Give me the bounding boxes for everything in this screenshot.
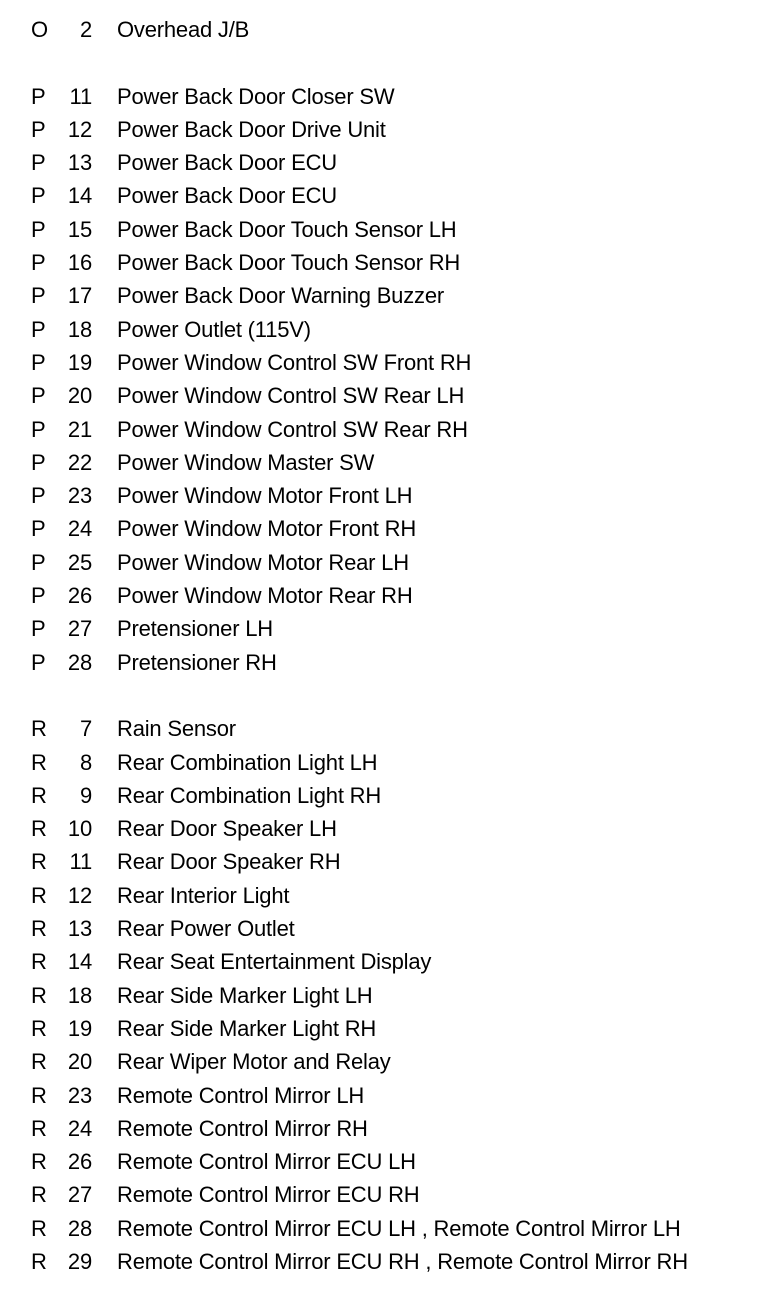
connector-name: Power Outlet (115V) — [117, 316, 311, 342]
connector-letter: R — [31, 949, 47, 975]
connector-letter: P — [31, 483, 46, 509]
connector-name: Remote Control Mirror ECU LH — [117, 1149, 416, 1175]
connector-name: Power Back Door Touch Sensor LH — [117, 216, 457, 242]
connector-number: 24 — [67, 1115, 92, 1141]
connector-number: 10 — [67, 816, 92, 842]
connector-name: Power Back Door Drive Unit — [117, 116, 386, 142]
connector-number: 27 — [67, 616, 92, 642]
list-item — [0, 213, 768, 246]
list-item — [0, 313, 768, 346]
connector-letter: P — [31, 349, 46, 375]
connector-letter: R — [31, 849, 47, 875]
list-item — [0, 579, 768, 612]
connector-name: Power Window Control SW Rear LH — [117, 383, 465, 409]
list-item — [0, 1212, 768, 1245]
connector-number: 29 — [67, 1248, 92, 1274]
list-item — [0, 13, 768, 46]
list-item — [0, 1079, 768, 1112]
list-item — [0, 279, 768, 312]
connector-name: Rear Side Marker Light RH — [117, 1015, 377, 1041]
list-item — [0, 446, 768, 479]
connector-letter: P — [31, 616, 46, 642]
list-item — [0, 812, 768, 845]
group-o — [0, 13, 768, 46]
list-item — [0, 712, 768, 745]
connector-name: Power Back Door Warning Buzzer — [117, 283, 444, 309]
connector-letter: P — [31, 516, 46, 542]
connector-letter: R — [31, 1082, 47, 1108]
connector-name: Remote Control Mirror RH — [117, 1115, 368, 1141]
list-item — [0, 746, 768, 779]
connector-number: 17 — [67, 283, 92, 309]
connector-number: 15 — [67, 216, 92, 242]
list-item — [0, 80, 768, 113]
connector-number: 18 — [67, 316, 92, 342]
connector-letter: O — [31, 17, 48, 42]
connector-name: Remote Control Mirror ECU RH , Remote Control Mirror RH — [117, 1248, 688, 1274]
connector-name: Rear Interior Light — [117, 882, 290, 908]
list-item — [0, 512, 768, 545]
connector-number: 24 — [67, 516, 92, 542]
connector-letter: P — [31, 449, 46, 475]
connector-letter: R — [31, 1182, 47, 1208]
group-spacer — [0, 679, 768, 712]
connector-number: 25 — [67, 549, 92, 575]
connector-letter: R — [31, 1049, 47, 1075]
connector-number: 11 — [69, 849, 92, 875]
list-item — [0, 113, 768, 146]
list-item — [0, 912, 768, 945]
connector-letter: P — [31, 183, 46, 209]
connector-letter: R — [31, 782, 47, 808]
connector-letter: R — [31, 716, 47, 742]
list-item — [0, 346, 768, 379]
connector-name: Power Back Door ECU — [117, 150, 337, 176]
connector-number: 28 — [67, 1215, 92, 1241]
connector-number: 19 — [67, 1015, 92, 1041]
connector-name: Power Window Motor Rear RH — [117, 583, 413, 609]
connector-name: Rear Seat Entertainment Display — [117, 949, 432, 975]
connector-letter: P — [31, 316, 46, 342]
group-r — [0, 712, 768, 1278]
connector-name: Power Back Door Closer SW — [117, 83, 395, 109]
connector-name: Power Window Motor Front RH — [117, 516, 417, 542]
connector-number: 7 — [79, 716, 92, 742]
connector-name: Rear Door Speaker LH — [117, 816, 337, 842]
connector-letter: R — [31, 1115, 47, 1141]
connector-letter: P — [31, 116, 46, 142]
connector-number: 27 — [67, 1182, 92, 1208]
list-item — [0, 246, 768, 279]
connector-name: Rear Power Outlet — [117, 916, 295, 942]
connector-name: Rear Combination Light LH — [117, 749, 378, 775]
connector-number: 2 — [79, 17, 92, 42]
connector-letter: R — [31, 982, 47, 1008]
list-item — [0, 779, 768, 812]
connector-name: Remote Control Mirror ECU LH , Remote Control Mirror LH — [117, 1215, 681, 1241]
connector-name: Rear Side Marker Light LH — [117, 982, 373, 1008]
connector-name: Rain Sensor — [117, 716, 236, 742]
connector-number: 22 — [67, 449, 92, 475]
connector-name: Rear Wiper Motor and Relay — [117, 1049, 391, 1075]
connector-letter: R — [31, 1248, 47, 1274]
connector-letter: R — [31, 882, 47, 908]
connector-number: 26 — [67, 583, 92, 609]
connector-number: 13 — [67, 916, 92, 942]
connector-letter: P — [31, 150, 46, 176]
connector-number: 18 — [67, 982, 92, 1008]
list-item — [0, 1012, 768, 1045]
list-item — [0, 546, 768, 579]
connector-name: Remote Control Mirror ECU RH — [117, 1182, 420, 1208]
connector-name: Rear Door Speaker RH — [117, 849, 341, 875]
connector-number: 9 — [79, 782, 92, 808]
connector-number: 23 — [67, 483, 92, 509]
connector-letter: R — [31, 916, 47, 942]
connector-number: 26 — [67, 1149, 92, 1175]
connector-name: Power Window Motor Front LH — [117, 483, 413, 509]
connector-letter: R — [31, 749, 47, 775]
connector-letter: P — [31, 250, 46, 276]
connector-name: Power Window Control SW Rear RH — [117, 416, 468, 442]
connector-number: 21 — [67, 416, 92, 442]
connector-letter: R — [31, 1149, 47, 1175]
connector-number: 12 — [67, 882, 92, 908]
connector-number: 11 — [69, 83, 92, 109]
list-item — [0, 945, 768, 978]
connector-number: 23 — [67, 1082, 92, 1108]
connector-letter: R — [31, 816, 47, 842]
list-item — [0, 845, 768, 878]
list-item — [0, 1245, 768, 1278]
connector-name: Power Back Door ECU — [117, 183, 337, 209]
connector-letter: P — [31, 549, 46, 575]
connector-name: Power Window Motor Rear LH — [117, 549, 409, 575]
connector-letter: R — [31, 1215, 47, 1241]
list-item — [0, 1178, 768, 1211]
connector-number: 16 — [67, 250, 92, 276]
connector-letter: P — [31, 416, 46, 442]
connector-name: Pretensioner RH — [117, 649, 277, 675]
connector-name: Remote Control Mirror LH — [117, 1082, 365, 1108]
connector-number: 14 — [67, 949, 92, 975]
connector-name: Rear Combination Light RH — [117, 782, 382, 808]
group-p — [0, 80, 768, 679]
connector-name: Power Window Master SW — [117, 449, 375, 475]
list-item — [0, 1145, 768, 1178]
connector-letter: P — [31, 583, 46, 609]
connector-number: 28 — [67, 649, 92, 675]
list-item — [0, 379, 768, 412]
connector-name: Power Window Control SW Front RH — [117, 349, 472, 375]
connector-name: Pretensioner LH — [117, 616, 273, 642]
list-item — [0, 879, 768, 912]
connector-name: Overhead J/B — [117, 17, 250, 42]
connector-number: 12 — [67, 116, 92, 142]
list-item — [0, 479, 768, 512]
list-item — [0, 1045, 768, 1078]
connector-list — [0, 13, 768, 1278]
connector-letter: P — [31, 383, 46, 409]
connector-number: 20 — [67, 383, 92, 409]
list-item — [0, 646, 768, 679]
connector-letter: R — [31, 1015, 47, 1041]
list-item — [0, 413, 768, 446]
list-item — [0, 979, 768, 1012]
connector-letter: P — [31, 216, 46, 242]
connector-number: 20 — [67, 1049, 92, 1075]
group-spacer — [0, 46, 768, 79]
connector-number: 13 — [67, 150, 92, 176]
connector-name: Power Back Door Touch Sensor RH — [117, 250, 461, 276]
connector-letter: P — [31, 283, 46, 309]
connector-letter: P — [31, 83, 46, 109]
list-item — [0, 146, 768, 179]
connector-letter: P — [31, 649, 46, 675]
connector-number: 19 — [67, 349, 92, 375]
connector-number: 14 — [67, 183, 92, 209]
list-item — [0, 179, 768, 212]
list-item — [0, 1112, 768, 1145]
connector-number: 8 — [79, 749, 92, 775]
list-item — [0, 612, 768, 645]
